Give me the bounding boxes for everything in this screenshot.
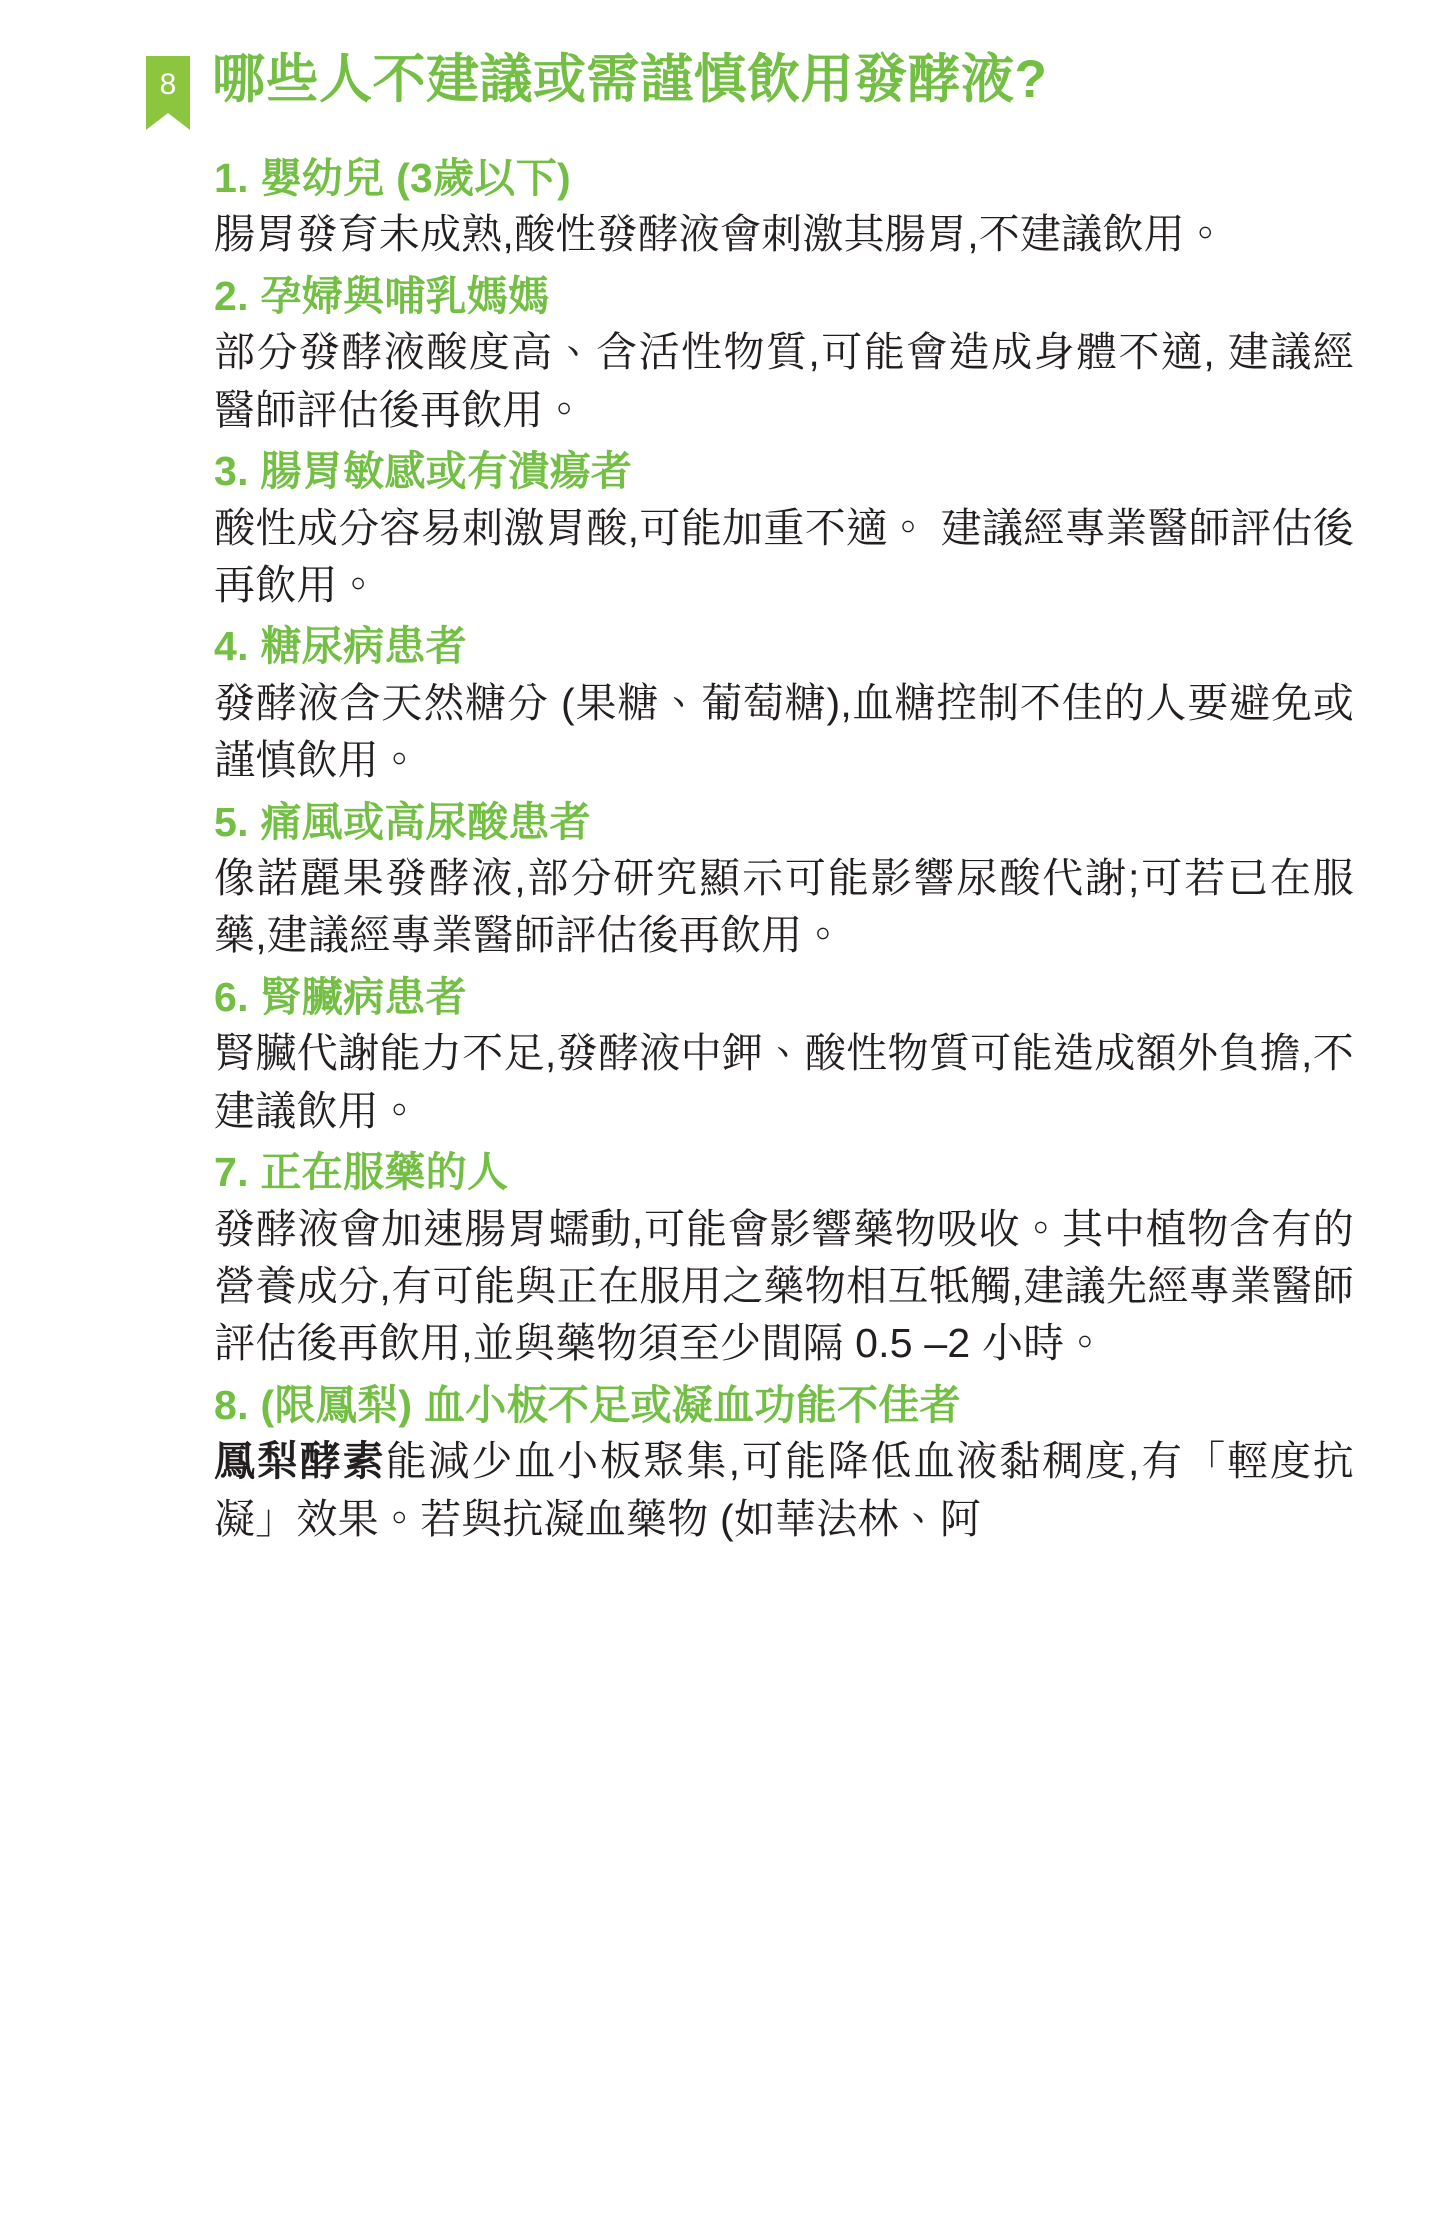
item-body-text: 能減少血小板聚集,可能降低血液黏稠度,有「輕度抗凝」效果。若與抗凝血藥物 (如華法林、阿 [214,1438,1354,1542]
item-title: 7. 正在服藥的人 [214,1149,509,1196]
item-title: 6. 腎臟病患者 [214,973,467,1020]
list-item [214,152,1354,264]
list-item [214,1379,1354,1548]
item-title: 4. 糖尿病患者 [214,623,467,670]
item-body: 部分發酵液酸度高、含活性物質,可能會造成身體不適, 建議經醫師評估後再飲用。 [214,329,1354,433]
item-title: 1. 嬰幼兒 (3歲以下) [214,155,571,201]
section-number-badge [146,56,190,130]
list-item [214,270,1354,439]
list-item [214,620,1354,789]
item-body-bold-term: 鳳梨酵素 [214,1438,386,1485]
list-item [214,445,1354,614]
item-title: 5. 痛風或高尿酸患者 [214,798,591,845]
list-item [214,971,1354,1140]
content-list [214,152,1354,1548]
item-title: 2. 孕婦與哺乳媽媽 [214,272,550,319]
item-body: 腎臟代謝能力不足,發酵液中鉀、酸性物質可能造成額外負擔,不建議飲用。 [214,1030,1354,1134]
item-body: 像諾麗果發酵液,部分研究顯示可能影響尿酸代謝;可若已在服藥,建議經專業醫師評估後再飲用。 [214,855,1354,959]
item-title: 3. 腸胃敏感或有潰瘍者 [214,448,633,495]
item-body: 發酵液會加速腸胃蠕動,可能會影響藥物吸收。其中植物含有的營養成分,有可能與正在服用之藥物相互牴觸,建議先經專業醫師評估後再飲用,並與藥物須至少間隔 0.5 –2 小時。 [214,1205,1354,1367]
item-body: 發酵液含天然糖分 (果糖、葡萄糖),血糖控制不佳的人要避免或謹慎飲用。 [214,679,1354,784]
list-item [214,796,1354,965]
item-body [214,1433,1354,1548]
section-heading [146,46,1354,130]
item-body: 酸性成分容易刺激胃酸,可能加重不適。 建議經專業醫師評估後再飲用。 [214,504,1354,608]
list-item [214,1146,1354,1373]
item-title: 8. (限鳳梨) 血小板不足或凝血功能不佳者 [214,1381,961,1428]
section-number: 8 [159,68,177,101]
item-body: 腸胃發育未成熟,酸性發酵液會刺激其腸胃,不建議飲用。 [214,211,1226,258]
page-title: 哪些人不建議或需謹慎飲用發酵液? [212,50,1048,109]
